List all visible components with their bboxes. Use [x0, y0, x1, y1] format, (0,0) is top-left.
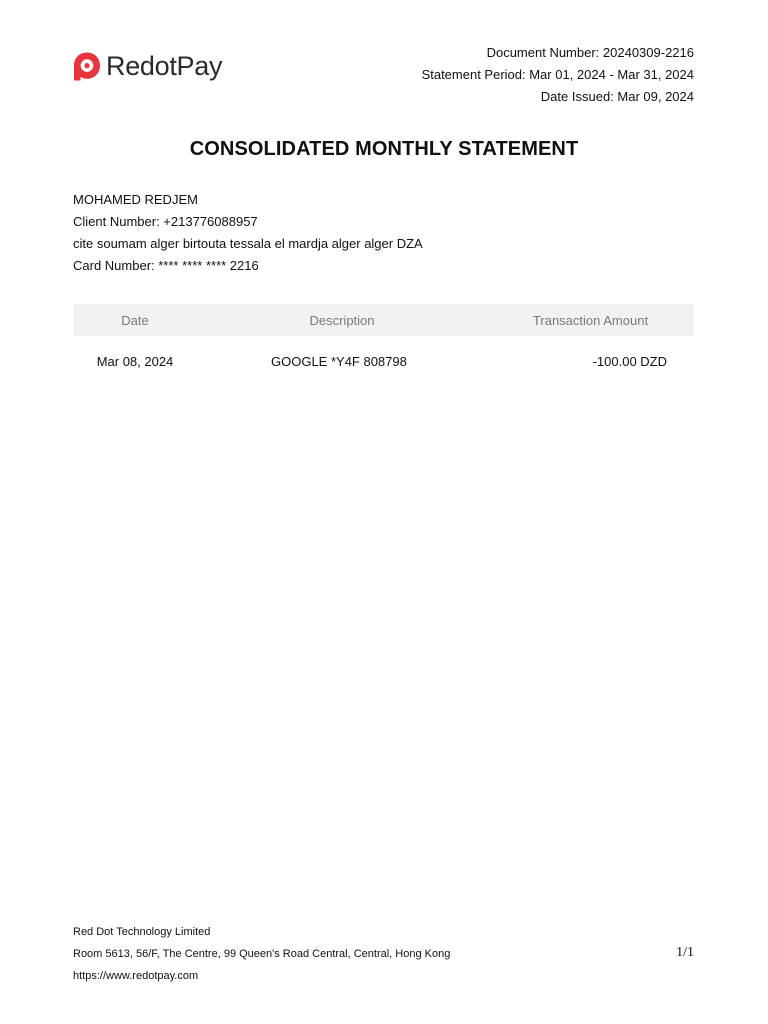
- header-date: Date: [121, 312, 149, 328]
- statement-title: CONSOLIDATED MONTHLY STATEMENT: [189, 138, 579, 160]
- footer-company: Red Dot Technology Limited: [73, 926, 211, 938]
- footer-website[interactable]: https://www.redotpay.com: [73, 970, 199, 982]
- client-name: MOHAMED REDJEM: [73, 192, 198, 207]
- card-number: Card Number: **** **** **** 2216: [73, 258, 259, 273]
- client-number: Client Number: +213776088957: [73, 214, 258, 229]
- document-number: Document Number: 20240309-2216: [486, 45, 694, 60]
- brand-name: RedotPay: [106, 50, 223, 81]
- client-info: [73, 189, 423, 277]
- header-description: Description: [309, 312, 375, 328]
- document-meta: [422, 42, 694, 108]
- statement-period: Statement Period: Mar 01, 2024 - Mar 31, 2024: [421, 67, 694, 82]
- footer: [73, 921, 450, 987]
- date-issued: Date Issued: Mar 09, 2024: [540, 89, 694, 104]
- footer-address: Room 5613, 56/F, The Centre, 99 Queen's Road Central, Central, Hong Kong: [73, 948, 451, 960]
- transaction-table: [73, 304, 694, 386]
- row-date: Mar 08, 2024: [96, 353, 174, 369]
- row-amount: -100.00 DZD: [592, 353, 667, 369]
- header-amount: Transaction Amount: [532, 312, 649, 328]
- redotpay-p-logo-icon: [72, 51, 102, 82]
- page-number: 1/1: [676, 945, 694, 960]
- table-header: [73, 304, 694, 336]
- table-row: [73, 336, 694, 386]
- client-address: cite soumam alger birtouta tessala el mardja alger alger DZA: [73, 236, 423, 251]
- row-description: GOOGLE *Y4F 808798: [271, 353, 407, 369]
- redotpay-logo: [72, 50, 222, 82]
